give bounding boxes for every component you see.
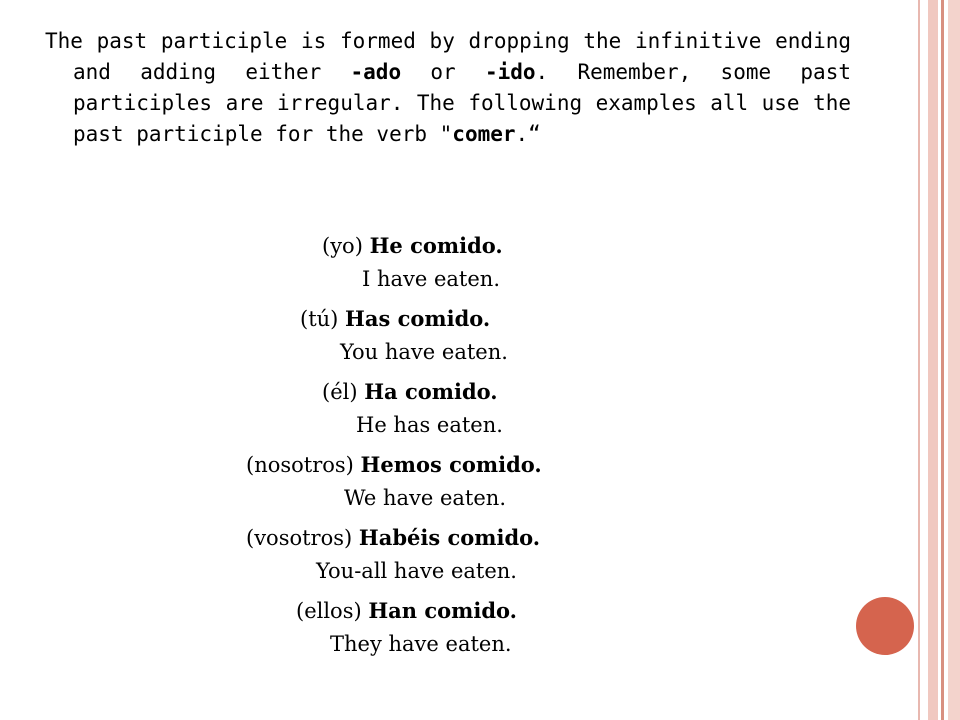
spanish-phrase: He comido.: [369, 233, 503, 258]
intro-text: The past participle is formed by dropping the infinitive ending and adding either: [45, 29, 851, 84]
subject-pronoun: (tú): [300, 307, 346, 331]
suffix-ado: -ado: [350, 60, 402, 84]
intro-text: .“: [515, 122, 541, 146]
english-translation: We have eaten.: [344, 486, 507, 510]
example-spanish-line: [322, 230, 503, 262]
border-stripe: [941, 0, 944, 720]
spanish-phrase: Ha comido.: [364, 379, 498, 404]
subject-pronoun: (yo): [322, 234, 370, 258]
border-stripe: [928, 0, 938, 720]
suffix-ido: -ido: [484, 60, 536, 84]
subject-pronoun: (nosotros): [246, 453, 361, 477]
example-spanish-line: [322, 376, 498, 408]
example-spanish-line: [300, 303, 490, 335]
english-translation: You have eaten.: [340, 340, 508, 364]
english-translation: He has eaten.: [356, 413, 503, 437]
example-spanish-line: [296, 595, 517, 627]
example-spanish-line: [246, 449, 542, 481]
decorative-circle: [856, 597, 914, 655]
subject-pronoun: (vosotros): [246, 526, 359, 550]
example-spanish-line: [246, 522, 540, 554]
slide-side-border: [918, 0, 960, 720]
border-stripe: [948, 0, 960, 720]
border-stripe: [918, 0, 920, 720]
subject-pronoun: (ellos): [296, 599, 369, 623]
intro-paragraph: [45, 26, 851, 150]
english-translation: You-all have eaten.: [316, 559, 517, 583]
subject-pronoun: (él): [322, 380, 365, 404]
spanish-phrase: Han comido.: [368, 598, 517, 623]
spanish-phrase: Habéis comido.: [358, 525, 541, 550]
intro-text: or: [401, 60, 485, 84]
spanish-phrase: Has comido.: [345, 306, 491, 331]
spanish-phrase: Hemos comido.: [360, 452, 542, 477]
intro-text: . Remember, some past participles are irregular. The following examples all use the past participle for the verb ": [73, 60, 851, 146]
english-translation: They have eaten.: [330, 632, 512, 656]
verb-comer: comer: [452, 122, 516, 146]
english-translation: I have eaten.: [362, 267, 500, 291]
